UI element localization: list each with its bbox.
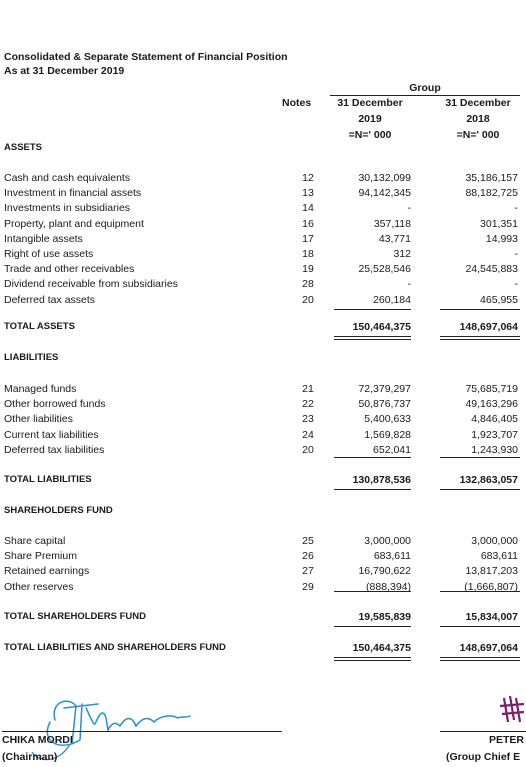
asset-row-value-2018: 88,182,725	[465, 187, 518, 200]
ceo-name: PETER	[488, 734, 524, 746]
asset-row-note: 20	[302, 293, 314, 306]
liab-col1-rule	[334, 457, 411, 458]
liability-row-label: Current tax liabilities	[4, 428, 99, 441]
asset-row-note: 17	[302, 232, 314, 245]
liab-col2-rule	[440, 457, 520, 458]
liab-col1-under	[334, 489, 411, 490]
col-2018-h3: =N=' 000	[456, 129, 500, 141]
liability-row-value-2019: 1,569,828	[364, 428, 411, 441]
liability-row-value-2019: 5,400,633	[364, 413, 411, 426]
asset-row-label: Property, plant and equipment	[4, 217, 144, 230]
equity-row-note: 29	[302, 580, 314, 593]
equity-row-value-2019: (888,394)	[366, 580, 411, 593]
liability-row-label: Other liabilities	[4, 413, 73, 426]
equity-row-label: Retained earnings	[4, 565, 90, 578]
total-liabilities-2018: 132,863,057	[459, 474, 518, 486]
asset-row-label: Investments in subsidiaries	[4, 202, 131, 215]
grand-total-2018: 148,697,064	[459, 642, 518, 654]
equity-heading: SHAREHOLDERS FUND	[4, 505, 113, 516]
liability-row-note: 21	[302, 383, 314, 395]
assets-heading: ASSETS	[4, 142, 43, 153]
liability-row-label: Managed funds	[4, 383, 77, 395]
liability-row-value-2018: 1,243,930	[471, 443, 518, 456]
ceo-signature-stamp	[498, 692, 526, 728]
equity-row-label: Share capital	[4, 535, 66, 547]
asset-row-value-2019: -	[407, 202, 411, 215]
eq-col1-rule	[334, 591, 411, 592]
liability-row-note: 24	[302, 428, 314, 441]
group-header: Group	[409, 82, 441, 94]
asset-row-value-2018: 24,545,883	[465, 263, 518, 276]
col-2018-h1: 31 December	[445, 97, 511, 109]
asset-row-note: 14	[302, 202, 314, 215]
eq-col2-under	[440, 626, 520, 627]
asset-row-value-2019: 43,771	[378, 232, 411, 245]
col-2019-h2: 2019	[358, 113, 382, 125]
col-2018-h2: 2018	[466, 113, 490, 125]
asset-row-value-2019: 357,118	[373, 217, 411, 230]
total-liabilities-label: TOTAL LIABILITIES	[4, 474, 92, 485]
asset-row-label: Deferred tax assets	[4, 293, 96, 306]
liabilities-heading: LIABILITIES	[4, 352, 59, 363]
asset-row-label: Dividend receivable from subsidiaries	[4, 278, 178, 291]
asset-row-label: Trade and other receivables	[4, 263, 135, 276]
liability-row-value-2018: 75,685,719	[465, 383, 518, 395]
grand-col1-dbl	[334, 657, 411, 661]
liability-row-label: Deferred tax liabilities	[4, 443, 105, 456]
total-equity-2019: 19,585,839	[358, 611, 411, 623]
asset-row-value-2019: 25,528,546	[358, 263, 411, 276]
equity-row-note: 25	[302, 535, 314, 547]
total-equity-label: TOTAL SHAREHOLDERS FUND	[4, 611, 146, 622]
asset-row-label: Cash and cash equivalents	[4, 172, 131, 184]
asset-row-value-2018: 465,955	[480, 293, 518, 306]
col-2019-h1: 31 December	[337, 97, 403, 109]
asset-row-note: 16	[302, 217, 314, 230]
asset-row-label: Investment in financial assets	[4, 187, 142, 200]
liability-row-value-2019: 652,041	[373, 443, 411, 456]
liability-row-label: Other borrowed funds	[4, 398, 106, 411]
assets-col2-rule	[440, 309, 520, 310]
asset-row-value-2018: -	[514, 202, 518, 215]
liability-row-note: 22	[302, 398, 314, 411]
equity-row-value-2018: 13,817,203	[465, 565, 518, 578]
asset-row-label: Right of use assets	[4, 248, 94, 260]
total-equity-2018: 15,834,007	[465, 611, 518, 623]
asset-row-note: 18	[302, 248, 314, 260]
asset-row-value-2019: 312	[393, 248, 411, 260]
ceo-signature-line	[440, 731, 526, 732]
grand-total-2019: 150,464,375	[352, 642, 411, 654]
asset-row-value-2019: 30,132,099	[358, 172, 411, 184]
equity-row-value-2018: 3,000,000	[471, 535, 518, 547]
total-assets-label: TOTAL ASSETS	[4, 321, 75, 332]
total-assets-2018: 148,697,064	[459, 321, 518, 333]
asset-row-note: 28	[302, 278, 314, 291]
asset-row-value-2018: -	[514, 278, 518, 291]
liability-row-value-2018: 1,923,707	[471, 428, 518, 441]
total-liabilities-2019: 130,878,536	[352, 474, 411, 486]
assets-col1-dbl	[334, 336, 411, 340]
asset-row-note: 19	[302, 263, 314, 276]
equity-row-label: Other reserves	[4, 580, 74, 593]
statement-date: As at 31 December 2019	[4, 65, 125, 77]
total-assets-2019: 150,464,375	[352, 321, 411, 333]
grand-col2-dbl	[440, 657, 520, 661]
asset-row-value-2019: 94,142,345	[358, 187, 411, 200]
chairman-role: (Chairman)	[2, 751, 58, 763]
statement-title: Consolidated & Separate Statement of Financial Position	[4, 51, 288, 63]
eq-col2-rule	[440, 591, 520, 592]
liability-row-value-2018: 4,846,405	[471, 413, 518, 426]
asset-row-value-2018: 14,993	[485, 232, 518, 245]
chairman-signature-line	[2, 731, 282, 732]
liability-row-value-2018: 49,163,296	[465, 398, 518, 411]
notes-header: Notes	[282, 97, 312, 109]
asset-row-note: 13	[302, 187, 314, 200]
ceo-role: (Group Chief E	[446, 751, 521, 763]
assets-col2-dbl	[440, 336, 520, 340]
liability-row-note: 23	[302, 413, 314, 426]
liability-row-note: 20	[302, 443, 314, 456]
equity-row-note: 27	[302, 565, 314, 578]
chairman-name: CHIKA MORDI	[2, 734, 73, 746]
col-2019-h3: =N=' 000	[348, 129, 392, 141]
asset-row-value-2018: 35,186,157	[465, 172, 518, 184]
asset-row-note: 12	[302, 172, 314, 184]
eq-col1-under	[334, 626, 411, 627]
liability-row-value-2019: 72,379,297	[358, 383, 411, 395]
group-underline	[330, 95, 520, 96]
equity-row-note: 26	[302, 550, 314, 563]
asset-row-value-2019: -	[407, 278, 411, 291]
assets-col1-rule	[334, 309, 411, 310]
equity-row-value-2018: (1,666,807)	[464, 580, 518, 593]
liability-row-value-2019: 50,876,737	[358, 398, 411, 411]
equity-row-value-2019: 16,790,622	[358, 565, 411, 578]
equity-row-label: Share Premium	[4, 550, 77, 563]
asset-row-value-2018: 301,351	[480, 217, 518, 230]
grand-total-label: TOTAL LIABILITIES AND SHAREHOLDERS FUND	[4, 642, 226, 653]
asset-row-label: Intangible assets	[4, 232, 83, 245]
asset-row-value-2019: 260,184	[373, 293, 411, 306]
equity-row-value-2019: 683,611	[373, 550, 411, 563]
asset-row-value-2018: -	[514, 248, 518, 260]
liab-col2-under	[440, 489, 520, 490]
equity-row-value-2019: 3,000,000	[364, 535, 411, 547]
equity-row-value-2018: 683,611	[480, 550, 518, 563]
